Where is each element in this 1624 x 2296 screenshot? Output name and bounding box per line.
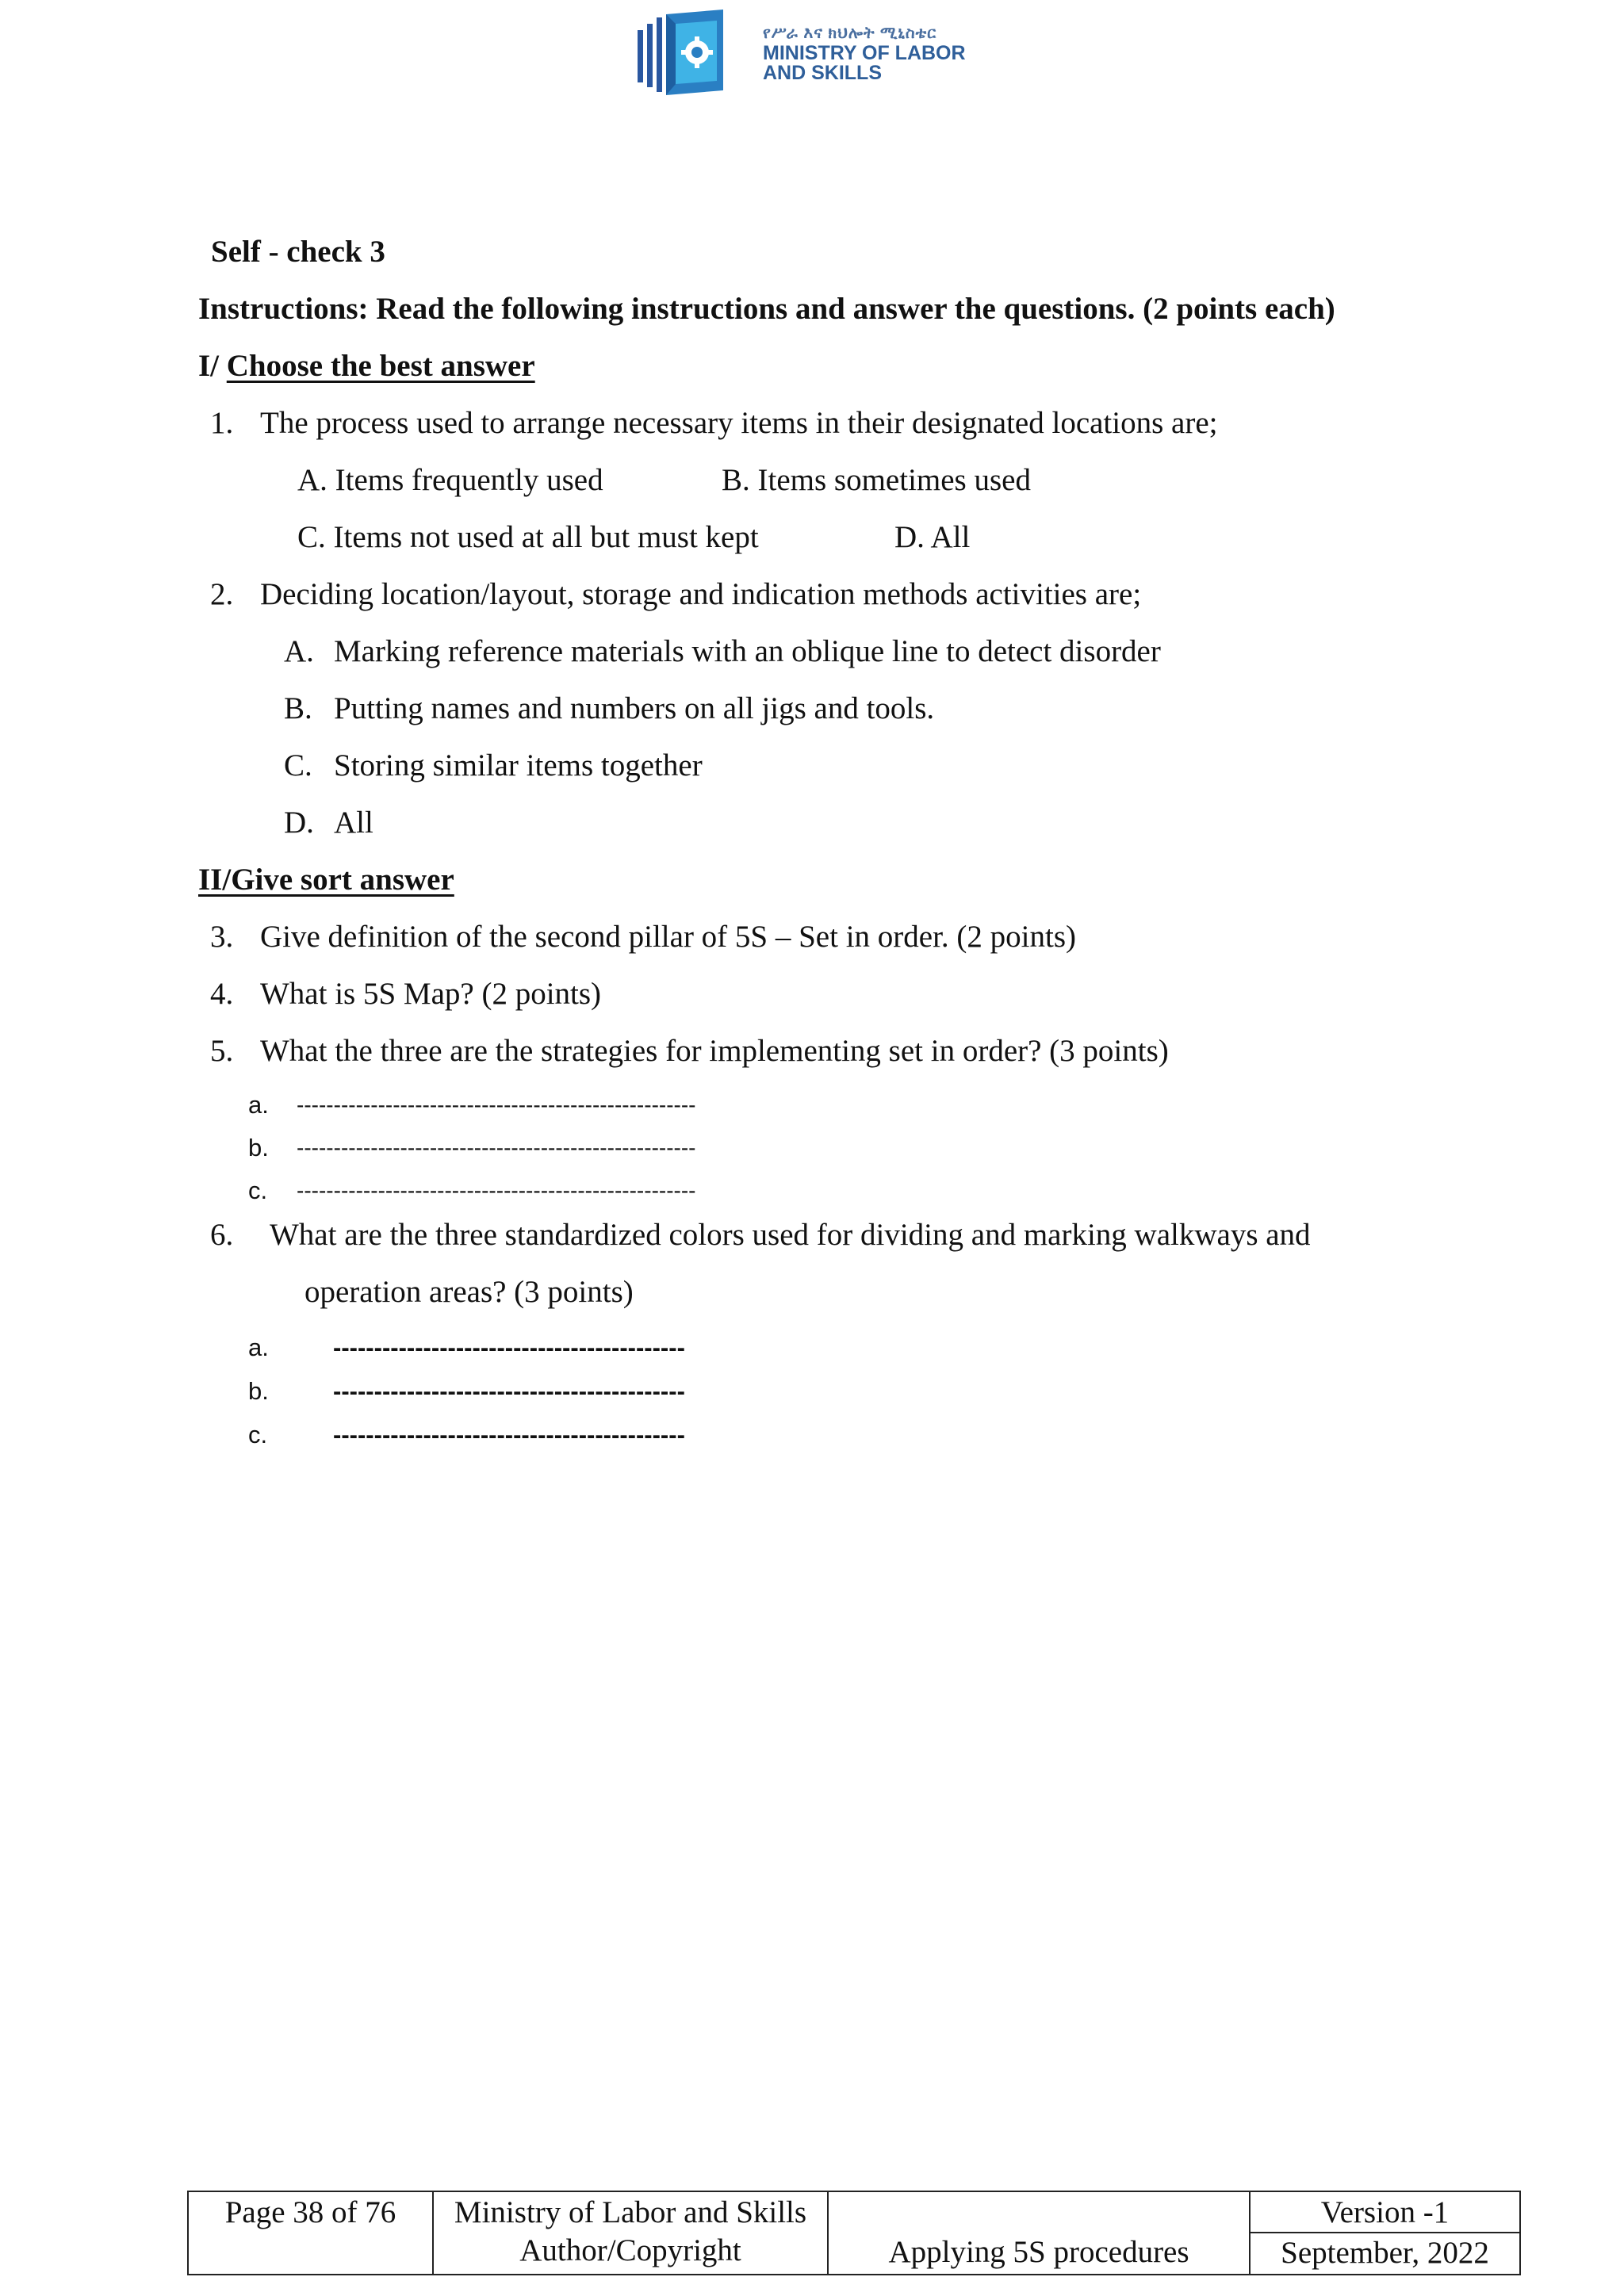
logo-text — [763, 24, 1017, 83]
question-1-text: The process used to arrange necessary items in their designated locations are; — [260, 406, 1218, 440]
question-6-number: 6. — [210, 1218, 234, 1252]
answer-blank-letter: b. — [248, 1134, 269, 1161]
footer-org: Ministry of Labor and Skills — [454, 2195, 807, 2229]
question-1-option-a: A. Items frequently used — [297, 463, 603, 497]
question-1-option-c: C. Items not used at all but must kept — [297, 520, 759, 554]
footer-version: Version -1 — [1320, 2195, 1450, 2229]
question-2-option-text: Storing similar items together — [334, 748, 703, 783]
question-1-option-b: B. Items sometimes used — [722, 463, 1031, 497]
answer-blank-line: ------------------------------------------------------ — [297, 1135, 696, 1160]
question-1-option-d: D. All — [894, 520, 971, 554]
answer-blank-letter: a. — [248, 1334, 269, 1361]
footer-page: Page 38 of 76 — [224, 2195, 396, 2229]
instructions: Instructions: Read the following instructions and answer the questions. (2 points each) — [198, 292, 1335, 326]
logo-line-2: AND SKILLS — [763, 62, 882, 84]
question-2-option-letter: A. — [284, 634, 314, 668]
question-1-number: 1. — [210, 406, 234, 440]
section-1-prefix: I/ — [198, 349, 227, 383]
answer-blank-letter: c. — [248, 1421, 268, 1448]
question-3-number: 3. — [210, 920, 234, 954]
question-2-option-letter: D. — [284, 806, 314, 840]
question-2-option-text: Marking reference materials with an oblique line to detect disorder — [334, 634, 1161, 668]
answer-blank-line: ------------------------------------------- — [333, 1334, 685, 1361]
answer-blank-letter: a. — [248, 1091, 269, 1119]
answer-blank-letter: b. — [248, 1377, 269, 1405]
question-5-text: What the three are the strategies for implementing set in order? (3 points) — [260, 1034, 1169, 1068]
section-1-heading — [198, 350, 535, 381]
page-title: Self - check 3 — [211, 235, 385, 269]
question-4-number: 4. — [210, 977, 234, 1011]
question-2-option-text: Putting names and numbers on all jigs and tools. — [334, 691, 935, 725]
question-2-option-text: All — [334, 806, 373, 840]
question-2-number: 2. — [210, 577, 234, 611]
logo-amharic: የሥራ እና ክህሎት ሚኒስቴር — [763, 25, 937, 42]
footer-table — [187, 2191, 1521, 2275]
question-4-text: What is 5S Map? (2 points) — [260, 977, 602, 1011]
answer-blank-letter: c. — [248, 1177, 268, 1204]
question-3-text: Give definition of the second pillar of 5S – Set in order. (2 points) — [260, 920, 1076, 954]
footer-date: September, 2022 — [1281, 2236, 1489, 2270]
answer-blank-line: ------------------------------------------- — [333, 1377, 685, 1405]
section-1-label: Choose the best answer — [226, 349, 535, 383]
question-6-text-continued: operation areas? (3 points) — [304, 1275, 634, 1309]
section-2-heading: II/Give sort answer — [198, 863, 454, 897]
footer-author: Author/Copyright — [519, 2233, 741, 2267]
question-2-option-letter: B. — [284, 691, 312, 725]
question-2-text: Deciding location/layout, storage and indication methods activities are; — [260, 577, 1142, 611]
answer-blank-line: ------------------------------------------- — [333, 1421, 685, 1448]
answer-blank-line: ------------------------------------------------------ — [297, 1093, 696, 1117]
footer-module: Applying 5S procedures — [888, 2235, 1189, 2269]
answer-blank-line: ------------------------------------------------------ — [297, 1178, 696, 1203]
question-6-text: What are the three standardized colors used for dividing and marking walkways and — [270, 1218, 1311, 1252]
question-2-option-letter: C. — [284, 748, 312, 783]
question-5-number: 5. — [210, 1034, 234, 1068]
logo-line-1: MINISTRY OF LABOR — [763, 42, 966, 64]
